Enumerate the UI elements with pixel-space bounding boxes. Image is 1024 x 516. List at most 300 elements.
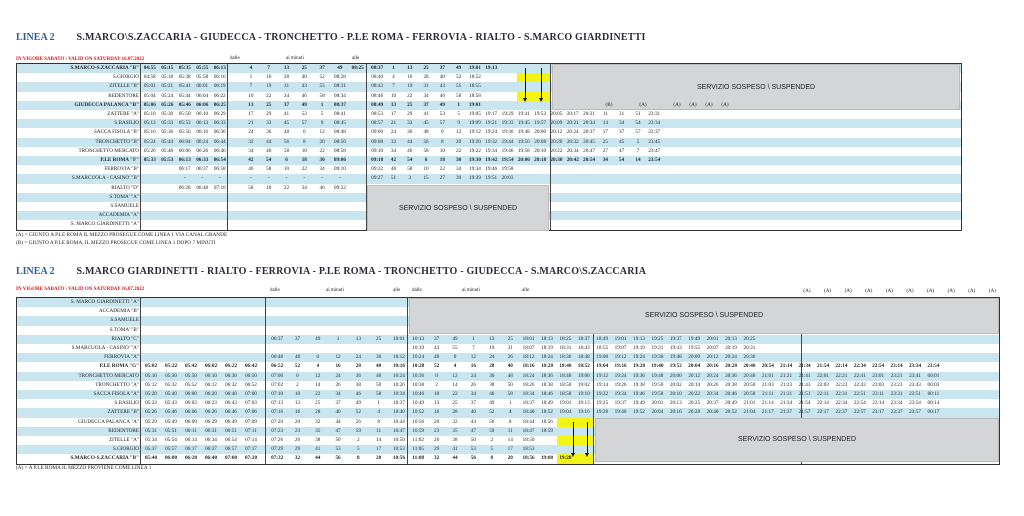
time-cell: 22:37 <box>835 409 848 416</box>
time-cell: 19:37 <box>669 335 682 342</box>
time-cell: 06:44 <box>213 138 226 145</box>
stop-name: S.MARCO-S.ZACCARIA "B" <box>70 65 139 71</box>
time-cell: 37 <box>470 400 476 407</box>
time-cell: 36 <box>507 354 513 361</box>
time-cell: 11:02 <box>412 437 424 443</box>
time-cell: 10:36 <box>412 372 425 379</box>
time-cell: 19:58 <box>501 166 514 173</box>
time-cell: 06:54 <box>225 437 237 443</box>
validity-label: IN VIGORE SABATO \ VALID ON SATURDAY 16.07.2022 <box>16 57 145 62</box>
time-cell: 06:32 <box>225 381 237 388</box>
time-cell: 08:48 <box>333 129 346 136</box>
time-cell: 0 <box>435 372 438 379</box>
down-arrow <box>541 68 542 99</box>
stop-name: ZITELLE "B" <box>109 83 139 90</box>
time-cell: 05:16 <box>143 129 156 136</box>
time-cell: 37 <box>423 101 429 108</box>
time-cell: 2 <box>435 381 438 388</box>
footnote-mark: (A) <box>988 288 996 294</box>
time-cell: 40 <box>507 363 513 370</box>
time-cell: 53 <box>301 111 307 117</box>
time-cell: 06:31 <box>205 427 217 434</box>
time-cell: 05:33 <box>161 120 174 127</box>
time-cell: 10:53 <box>393 446 405 453</box>
table-row <box>17 399 999 408</box>
time-cell: 4 <box>392 74 395 81</box>
column-divider <box>140 64 141 230</box>
time-cell: 21:11 <box>761 391 774 397</box>
time-cell: 06:04 <box>196 92 209 99</box>
footnote-mark: (A) <box>906 288 914 294</box>
footnote-mark: (A) <box>673 101 681 108</box>
time-cell: 19:33 <box>501 120 514 127</box>
time-cell: 10:16 <box>392 363 405 370</box>
time-cell: 13 <box>433 400 440 407</box>
footnote-a: (A) = GIUNTO A P.LE ROMA IL MEZZO PROSEGUE COME LINEA 1 VIA CANAL GRANDE <box>16 232 228 238</box>
time-cell: 06:58 <box>213 166 226 173</box>
time-cell: 20:01 <box>706 335 719 342</box>
time-cell: 09:08 <box>371 138 384 145</box>
column-divider <box>140 298 141 464</box>
time-cell: 07:14 <box>245 437 257 443</box>
time-cell: 05:24 <box>143 138 156 145</box>
time-cell: 06:46 <box>213 147 226 154</box>
time-cell: 20:45 <box>583 138 595 145</box>
time-cell: 20:37 <box>583 129 595 136</box>
time-cell: 19:07 <box>614 345 627 351</box>
time-cell: 19:36 <box>651 354 664 361</box>
time-cell: 06:20 <box>184 455 198 462</box>
table-row <box>17 128 961 137</box>
time-cell: 20:49 <box>725 400 737 407</box>
table-row <box>17 147 961 156</box>
time-cell: 7 <box>392 83 395 90</box>
time-cell: 19:34 <box>614 391 627 397</box>
time-cell: 05:15 <box>161 65 174 71</box>
timetable-grid-1 <box>16 63 962 231</box>
time-cell: 19:46 <box>633 391 645 397</box>
time-cell: 54 <box>266 157 272 163</box>
time-cell: 48 <box>507 372 513 379</box>
table-row <box>17 174 961 183</box>
time-cell: 34 <box>319 166 325 173</box>
time-cell: 22:54 <box>872 363 885 370</box>
time-cell: 32 <box>390 138 397 145</box>
time-cell: 10:12 <box>393 354 405 361</box>
time-cell: 49 <box>315 335 321 342</box>
time-cell: 18:52 <box>577 363 590 370</box>
time-cell: 8 <box>441 138 444 145</box>
time-cell: 20:04 <box>651 409 664 416</box>
stop-name: ZATTERE "A" <box>107 111 139 117</box>
time-cell: 23:37 <box>890 409 903 416</box>
time-cell: 10:50 <box>393 437 405 443</box>
time-cell: 19:43 <box>669 345 682 351</box>
stop-name: S.TOMA' "A" <box>109 193 139 200</box>
time-cell: 23:54 <box>909 400 921 407</box>
time-cell: 34 <box>619 120 625 127</box>
time-cell: 22 <box>407 92 413 99</box>
time-cell: 20:32 <box>566 138 579 145</box>
time-cell: 19:51 <box>485 175 498 182</box>
time-cell: 40 <box>335 409 341 416</box>
time-cell: 07:20 <box>244 455 258 462</box>
time-cell: 19:49 <box>688 335 701 342</box>
time-cell: 08:41 <box>333 111 346 117</box>
time-cell: 20:19 <box>725 345 737 351</box>
time-cell: 21:23 <box>780 381 793 388</box>
time-cell: 19:12 <box>596 372 609 379</box>
time-cell: 1 <box>249 74 253 81</box>
time-cell: 19:56 <box>517 138 530 145</box>
time-cell: 22:11 <box>817 391 829 397</box>
time-cell: 05:53 <box>178 120 191 127</box>
time-cell: 19 <box>489 345 495 351</box>
time-cell: 06:17 <box>178 166 191 173</box>
time-cell: 57 <box>635 129 641 136</box>
time-cell: 18:25 <box>559 335 572 342</box>
time-cell: 19:41 <box>517 111 530 117</box>
time-cell: 20:14 <box>688 381 701 388</box>
footnote-mark: (A) <box>926 288 935 294</box>
time-cell: 20:00 <box>669 372 682 379</box>
time-cell: 19:32 <box>485 138 498 145</box>
table-row <box>17 344 999 353</box>
time-cell: 19:17 <box>485 111 498 117</box>
stop-name: S. MARCO GIARDINETTI "A" <box>70 299 139 305</box>
time-cell: 40 <box>470 409 476 416</box>
time-cell: 13 <box>489 335 495 342</box>
time-cell: 07:26 <box>271 437 284 443</box>
time-cell: 58 <box>266 166 272 173</box>
time-cell: 19:45 <box>517 120 530 127</box>
time-cell: 17 <box>390 111 397 117</box>
time-cell: 0 <box>453 354 457 361</box>
time-cell: 06:52 <box>271 363 284 370</box>
header-dalle: dalle <box>270 288 280 293</box>
time-cell: 28 <box>489 363 495 370</box>
time-cell: 52 <box>294 363 301 370</box>
time-cell: 21:17 <box>761 409 774 416</box>
time-cell: 52 <box>319 74 325 81</box>
time-cell: 19:36 <box>633 372 645 379</box>
time-cell: 19:31 <box>651 345 664 351</box>
time-cell: 21 <box>390 120 397 127</box>
time-cell: 44 <box>470 418 476 425</box>
time-cell: 32 <box>248 138 254 145</box>
time-cell: 46 <box>407 147 413 154</box>
time-cell: 25 <box>507 335 513 342</box>
footnote-marks-row <box>798 288 1008 295</box>
stop-name: P.LE ROMA "G" <box>99 363 139 370</box>
time-cell: 20 <box>456 138 462 145</box>
time-cell: 20:13 <box>725 335 737 342</box>
time-cell: 09:06 <box>333 157 346 163</box>
time-cell: 2 <box>357 437 360 443</box>
time-cell: 42 <box>390 157 397 163</box>
time-cell: 24 <box>248 129 254 136</box>
time-cell: 8 <box>490 455 494 462</box>
time-cell: 05:29 <box>145 418 157 425</box>
time-cell: 4 <box>377 409 380 416</box>
stop-name: SACCA FISOLA "A" <box>93 391 139 397</box>
table-row <box>17 165 961 174</box>
time-cell: 29 <box>266 111 272 117</box>
time-cell: 18:40 <box>559 363 572 370</box>
time-cell: 18:36 <box>541 372 553 379</box>
time-cell: 25 <box>452 400 458 407</box>
time-cell: 45 <box>619 138 625 145</box>
route-title: S.MARCO GIARDINETTI - RIALTO - FERROVIA - P.LE ROMA - TRONCHETTO - GIUDECCA - S.MARCO\S.ZACCARIA <box>76 266 647 277</box>
footnote-mark: (A) <box>968 288 976 294</box>
time-cell: 19:48 <box>669 354 682 361</box>
time-cell: 12 <box>456 129 462 136</box>
time-cell: 05:10 <box>145 372 157 379</box>
time-cell: 06:54 <box>213 157 226 163</box>
time-cell: 05:02 <box>144 363 158 370</box>
column-divider <box>550 64 551 230</box>
time-cell: 20:12 <box>706 354 719 361</box>
time-cell: 19:36 <box>501 129 514 136</box>
time-cell: 19:39 <box>469 175 481 182</box>
time-cell: 36 <box>407 129 413 136</box>
time-cell: 4 <box>249 65 253 71</box>
time-cell: 8 <box>302 138 306 145</box>
time-cell: 20:50 <box>743 381 756 388</box>
time-cell: 18:50 <box>522 437 535 443</box>
time-cell: 1 <box>377 400 380 407</box>
header-alle: alle <box>352 56 360 61</box>
time-cell: 07:17 <box>245 446 257 453</box>
time-cell: 08:31 <box>333 83 346 90</box>
time-cell: 22 <box>452 391 458 397</box>
time-cell: 20:37 <box>706 400 719 407</box>
time-cell: 20:20 <box>550 138 563 145</box>
table-row <box>17 390 999 399</box>
time-cell: 19:19 <box>633 345 645 351</box>
time-cell: 49 <box>337 65 343 71</box>
time-cell: 07:29 <box>271 446 284 453</box>
time-cell: 20:25 <box>743 335 756 342</box>
time-cell: 00:11 <box>927 391 940 397</box>
time-cell: 18:48 <box>577 354 590 361</box>
header-ai-minuti-2: ai minuti <box>462 288 480 293</box>
time-cell: 05:35 <box>178 65 191 71</box>
time-cell: 23:31 <box>648 111 661 117</box>
time-cell: 5 <box>357 446 360 453</box>
time-cell: 10:46 <box>412 391 425 397</box>
time-cell: 06:13 <box>213 65 226 71</box>
time-cell: 18:37 <box>522 400 535 407</box>
time-cell: 43 <box>301 83 307 90</box>
time-cell: 05:50 <box>178 111 191 117</box>
time-cell: 05:46 <box>161 147 174 154</box>
time-cell: 19:34 <box>469 166 481 173</box>
time-cell: 21 <box>248 120 254 127</box>
time-cell: 05:37 <box>145 446 157 453</box>
time-cell: 19:48 <box>651 372 664 379</box>
time-cell: 44 <box>452 455 458 462</box>
time-cell: 0 <box>316 354 320 361</box>
time-cell: 19:52 <box>633 409 645 416</box>
time-cell: 11:08 <box>412 455 425 462</box>
time-cell: 19:53 <box>534 111 547 117</box>
time-cell: 06:48 <box>196 184 209 191</box>
time-cell: 18:56 <box>522 455 535 462</box>
time-cell: 19:28 <box>632 363 646 370</box>
stop-name: REDENTORE <box>108 427 139 434</box>
stop-name: S.MARCO-S.ZACCARIA "B" <box>70 455 139 462</box>
time-cell: 12 <box>315 372 321 379</box>
time-cell: 12 <box>470 354 476 361</box>
time-cell: 10:28 <box>412 363 425 370</box>
time-cell: 19:42 <box>485 157 498 163</box>
time-cell: 05:40 <box>144 455 158 462</box>
time-cell: 22:14 <box>817 400 829 407</box>
time-cell: 06:10 <box>196 111 209 117</box>
table-row <box>17 353 999 362</box>
time-cell: 43 <box>433 345 440 351</box>
time-cell: 47 <box>619 147 625 154</box>
time-cell: 4 <box>508 409 512 416</box>
time-cell: 0 <box>441 129 444 136</box>
suspended-box-2: SERVIZIO SOSPESO \ SUSPENDED <box>367 185 549 231</box>
time-cell: 06:30 <box>225 372 237 379</box>
time-cell: 34 <box>602 157 608 163</box>
time-cell: 06:29 <box>205 418 217 425</box>
time-cell: 10 <box>423 166 429 173</box>
time-cell: 37 <box>335 400 341 407</box>
time-cell: 12 <box>452 372 458 379</box>
time-cell: 20:02 <box>669 381 682 388</box>
footnote-a: (A) = A P.LE ROMA IL MEZZO PROVIENE COME LINEA 1 <box>16 465 152 471</box>
time-cell: 18:24 <box>522 372 535 379</box>
time-cell: 18 <box>439 157 445 163</box>
time-cell: 19:24 <box>633 354 645 361</box>
time-cell: 17 <box>507 446 513 453</box>
time-cell: 23:23 <box>890 381 903 388</box>
time-cell: 10:19 <box>412 345 425 351</box>
time-cell: 19:00 <box>596 354 609 361</box>
time-cell: 19:08 <box>540 455 554 462</box>
time-cell: 09:00 <box>371 129 384 136</box>
time-cell: 24 <box>355 354 361 361</box>
line-number: LINEA 2 <box>16 266 55 277</box>
time-cell: 05:50 <box>185 372 197 379</box>
time-cell: 42 <box>248 157 254 163</box>
section-2-heading <box>16 266 646 277</box>
stop-name: S.SAMUELE <box>110 203 139 209</box>
time-cell: 20:01 <box>651 400 664 407</box>
time-cell: 25 <box>407 101 413 108</box>
time-cell: 20:12 <box>688 372 701 379</box>
time-cell: 23:54 <box>648 157 661 163</box>
time-cell: 06:16 <box>196 129 209 136</box>
time-cell: 05:23 <box>145 400 157 407</box>
time-cell: 58 <box>423 147 429 154</box>
time-cell: 10:56 <box>412 418 425 425</box>
time-cell: 18:48 <box>559 372 572 379</box>
time-cell: 11:05 <box>412 446 424 453</box>
time-cell: 06:28 <box>178 184 191 191</box>
time-cell: 20:17 <box>566 111 579 117</box>
time-cell: 19:10 <box>577 391 590 397</box>
time-cell: 06:04 <box>178 138 191 145</box>
time-cell: 55 <box>452 345 458 351</box>
time-cell: 10 <box>266 184 272 191</box>
stop-name: S.BASILIO <box>114 400 139 407</box>
time-cell: 27 <box>439 175 445 182</box>
stop-name: ZATTERE "B" <box>107 409 139 416</box>
time-cell: 05:53 <box>161 157 174 163</box>
time-cell: 34 <box>390 147 397 154</box>
time-cell: 19:24 <box>614 372 627 379</box>
time-cell: 51 <box>635 111 641 117</box>
time-cell: 52 <box>433 363 440 370</box>
time-cell: 30 <box>319 157 325 163</box>
time-cell: 21:34 <box>798 363 811 370</box>
time-cell: 41 <box>452 446 458 453</box>
time-cell: 46 <box>319 184 325 191</box>
time-cell: 06:33 <box>196 157 209 163</box>
time-cell: 08:37 <box>333 101 346 108</box>
time-cell: 0 <box>296 372 299 379</box>
time-cell: 14 <box>315 381 321 388</box>
time-cell: 07:11 <box>245 427 257 434</box>
time-cell: 05:44 <box>161 138 174 145</box>
stop-name: S.TOMA' "B" <box>109 326 139 333</box>
time-cell: 17 <box>376 446 382 453</box>
time-cell: 20:46 <box>725 391 737 397</box>
down-arrow <box>573 422 574 455</box>
time-cell: 18:46 <box>541 391 553 397</box>
time-cell: 49 <box>456 65 462 71</box>
time-cell: 13 <box>294 400 301 407</box>
time-cell: 05:26 <box>145 409 157 416</box>
time-cell: 58 <box>319 92 325 99</box>
column-divider <box>227 64 228 230</box>
time-cell: 23 <box>294 427 301 434</box>
time-cell: 06:12 <box>205 381 217 388</box>
time-cell: 24 <box>335 372 341 379</box>
time-cell: 05:21 <box>161 83 174 90</box>
time-cell: 22:34 <box>835 400 848 407</box>
time-cell: 05:46 <box>178 101 191 108</box>
time-cell: 46 <box>266 147 272 154</box>
time-cell: 46 <box>248 166 254 173</box>
time-cell: 2 <box>490 437 494 443</box>
time-cell: 20:42 <box>566 157 579 163</box>
time-cell: 06:00 <box>185 391 197 397</box>
time-cell: 10 <box>439 147 445 154</box>
time-cell: 18:24 <box>541 354 553 361</box>
time-cell: 36 <box>376 354 382 361</box>
time-cell: 20:09 <box>550 120 563 127</box>
time-cell: 20:16 <box>669 409 682 416</box>
time-cell: 22 <box>283 184 290 191</box>
time-cell: 06:22 <box>224 363 238 370</box>
time-cell: 19:55 <box>688 345 701 351</box>
time-cell: 19:54 <box>501 157 514 163</box>
time-cell: 28 <box>355 363 361 370</box>
time-cell: 18:58 <box>559 391 572 397</box>
time-cell: 46 <box>301 92 307 99</box>
time-cell: 23:37 <box>648 129 661 136</box>
time-cell: - <box>339 175 341 182</box>
time-cell: 25 <box>423 65 429 71</box>
time-cell: 05:20 <box>145 391 157 397</box>
time-cell: 10:37 <box>393 400 405 407</box>
